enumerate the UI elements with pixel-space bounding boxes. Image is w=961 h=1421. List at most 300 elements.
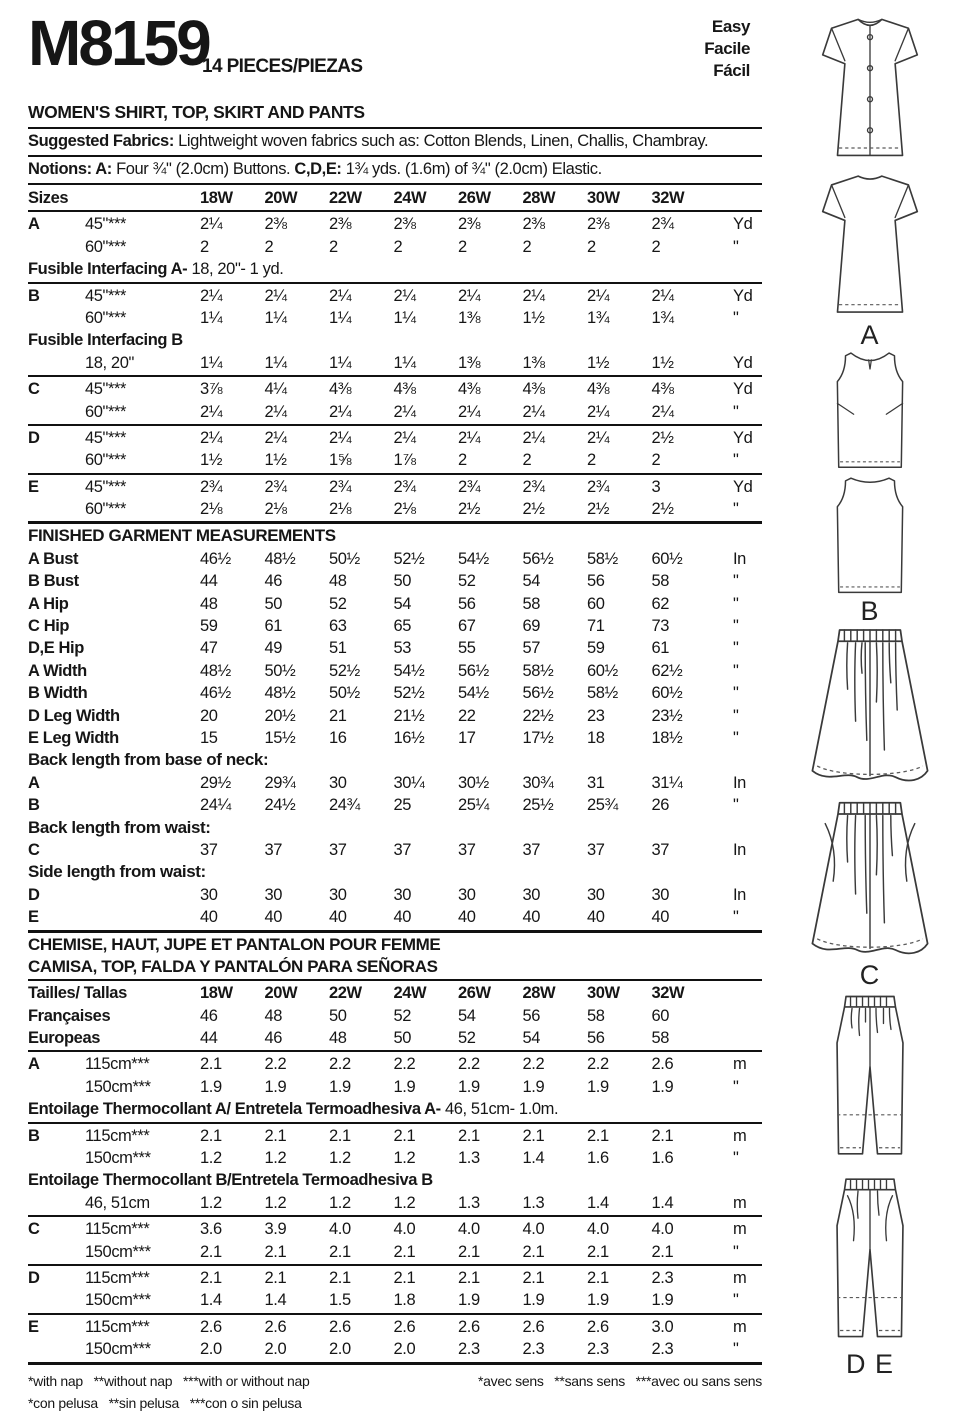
yardage-value: 2¾ [329, 477, 352, 496]
yardage-value: 2.1 [651, 1126, 674, 1145]
yardage-value: 1.9 [329, 1077, 351, 1096]
unit-cell: " [733, 308, 739, 327]
masthead [28, 0, 762, 100]
note-segment: Entoilage Thermocollant B/Entretela Termoadhesiva B [28, 1171, 433, 1190]
size-column-header: 28W [522, 189, 556, 207]
yardage-value: 1.2 [264, 1149, 287, 1168]
yardage-value: 1¾ [587, 308, 610, 327]
yardage-value: 2.2 [587, 1055, 609, 1074]
yardage-value: 2⅜ [329, 215, 352, 234]
measurement-value: 30 [329, 773, 347, 792]
yardage-value: 2¼ [651, 402, 674, 421]
fabric-width-label: 45"*** [85, 477, 127, 496]
pattern-number: M8159 [28, 7, 209, 79]
yardage-value: 2¼ [200, 215, 223, 234]
measurement-value: 59 [587, 639, 605, 658]
measurement-value: 40 [200, 908, 218, 927]
measurement-value: 46 [264, 1029, 283, 1048]
measurement-value: 58 [651, 1029, 670, 1048]
yardage-value: 2 [587, 237, 596, 256]
view-letter: E [28, 477, 39, 496]
measurement-value: 37 [329, 840, 347, 859]
measurement-value: 58 [651, 572, 670, 591]
measurement-value: 60½ [587, 661, 618, 680]
unit-cell: m [733, 1193, 747, 1212]
measurement-value: 17½ [522, 728, 554, 747]
measurement-value: 25¾ [587, 796, 618, 815]
measurement-value: 65 [393, 617, 412, 636]
unit-cell: " [733, 706, 739, 725]
measurement-label: C [28, 840, 40, 859]
unit-cell: Yd [733, 477, 753, 496]
yardage-value: 1.9 [200, 1077, 222, 1096]
view-letter [28, 449, 85, 471]
yardage-value: 2.1 [393, 1242, 416, 1261]
yardage-value: 1½ [651, 353, 674, 372]
view-letter [28, 1241, 85, 1263]
yardage-value: 2.1 [393, 1126, 416, 1145]
yardage-value: 1.2 [393, 1193, 416, 1212]
section-heading: FINISHED GARMENT MEASUREMENTS [28, 526, 336, 546]
unit-cell: " [733, 1242, 739, 1261]
measurement-value: 40 [458, 908, 476, 927]
table-row [28, 839, 762, 861]
yardage-value: 2¼ [651, 286, 674, 305]
yardage-value: 1½ [200, 451, 223, 470]
yardage-value: 2 [458, 451, 467, 470]
unit-cell: " [733, 796, 739, 815]
measurement-value: 62½ [651, 661, 683, 680]
yardage-value: 2.1 [200, 1055, 222, 1074]
measurement-value: 60 [587, 594, 605, 613]
table-row [28, 794, 762, 816]
unit-cell: " [733, 500, 739, 519]
divider [28, 282, 762, 284]
yardage-value: 2¾ [393, 477, 416, 496]
view-c-illustration [784, 622, 956, 991]
table-row [28, 476, 762, 498]
footnotes [28, 1370, 762, 1414]
measurement-value: 20½ [264, 706, 296, 725]
yardage-value: 2.3 [651, 1340, 674, 1359]
yardage-value: 2.1 [393, 1268, 416, 1287]
table-row [28, 525, 762, 547]
yardage-value: 4⅜ [651, 380, 674, 399]
unit-cell: In [733, 549, 746, 568]
unit-cell: " [733, 728, 739, 747]
yardage-value: 2⅜ [393, 215, 416, 234]
yardage-value: 1.3 [522, 1193, 545, 1212]
measurement-value: 24¼ [200, 796, 231, 815]
measurement-value: 37 [264, 840, 283, 859]
measurement-value: 44 [200, 572, 218, 591]
view-b-label: B [860, 596, 880, 626]
measurement-value: 37 [522, 840, 541, 859]
measurement-value: 16½ [393, 728, 425, 747]
yardage-value: 2.0 [329, 1340, 351, 1359]
measurement-value: 52½ [393, 549, 425, 568]
size-column-header: 22W [329, 189, 362, 207]
measurement-value: 52 [458, 572, 476, 591]
unit-cell: " [733, 661, 739, 680]
section-heading: Back length from waist: [28, 817, 211, 837]
view-letter [28, 1338, 85, 1360]
yardage-value: 1¼ [393, 353, 416, 372]
yardage-value: 2¼ [393, 286, 416, 305]
measurement-value: 21 [329, 706, 347, 725]
yardage-value: 2¼ [393, 402, 416, 421]
view-letter [28, 1192, 85, 1214]
yardage-value: 1½ [522, 308, 545, 327]
measurement-value: 30 [329, 885, 347, 904]
measurement-label: A Hip [28, 594, 69, 613]
fabric-width-label: 150cm*** [85, 1149, 151, 1168]
yardage-value: 1½ [587, 353, 610, 372]
measurement-value: 40 [393, 908, 412, 927]
measurement-value: 57 [522, 639, 541, 658]
yardage-table [28, 187, 762, 1365]
measurement-value: 56 [522, 1006, 541, 1025]
table-row [28, 548, 762, 570]
yardage-value: 1.9 [458, 1291, 480, 1310]
yardage-value: 2.3 [458, 1340, 480, 1359]
table-row [28, 749, 762, 771]
measurement-value: 46½ [200, 684, 231, 703]
table-row [28, 329, 762, 351]
yardage-value: 1.2 [329, 1149, 351, 1168]
measurement-value: 30 [587, 885, 605, 904]
view-letter: C [28, 1220, 40, 1239]
measurement-label: C Hip [28, 617, 70, 636]
measurement-value: 47 [200, 639, 218, 658]
divider [28, 1362, 762, 1365]
divider [28, 1122, 762, 1124]
yardage-value: 1.6 [651, 1149, 674, 1168]
note-segment: Fusible Interfacing A- [28, 260, 192, 279]
yardage-value: 2.6 [458, 1317, 480, 1336]
yardage-value: 2 [458, 237, 467, 256]
yardage-value: 1⅜ [458, 308, 481, 327]
unit-cell: In [733, 885, 746, 904]
yardage-value: 1⅞ [393, 451, 416, 470]
divider [28, 210, 762, 212]
pants-de-drawing [795, 992, 945, 1347]
table-row [28, 1076, 762, 1098]
measurement-value: 61 [651, 639, 670, 658]
table-row [28, 884, 762, 906]
measurement-value: 54 [522, 1029, 541, 1048]
measurement-label: B Bust [28, 572, 79, 591]
measurement-value: 53 [393, 639, 412, 658]
table-row [28, 1125, 762, 1147]
yardage-value: 2.6 [651, 1055, 674, 1074]
yardage-value: 2¼ [522, 402, 545, 421]
measurement-value: 30 [200, 885, 218, 904]
table-row [28, 982, 762, 1004]
view-letter [28, 1289, 85, 1311]
measurement-value: 37 [587, 840, 605, 859]
yardage-value: 2.1 [200, 1126, 222, 1145]
yardage-value: 2 [522, 237, 532, 256]
unit-cell: " [733, 684, 739, 703]
measurement-label: Europeas [28, 1029, 100, 1048]
fabric-width-label: 60"*** [85, 237, 127, 256]
measurement-value: 52½ [393, 684, 425, 703]
view-letter [28, 1147, 85, 1169]
measurement-value: 31 [587, 773, 605, 792]
table-row [28, 427, 762, 449]
measurement-value: 15½ [264, 728, 296, 747]
measurement-value: 24¾ [329, 796, 360, 815]
measurement-value: 37 [651, 840, 670, 859]
yardage-value: 2.1 [587, 1242, 609, 1261]
divider [28, 473, 762, 475]
measurement-value: 37 [458, 840, 476, 859]
measurement-value: 18½ [651, 728, 683, 747]
yardage-value: 2.1 [651, 1242, 674, 1261]
fabric-width-label: 115cm*** [85, 1055, 150, 1074]
divider [28, 1313, 762, 1315]
section-heading: CAMISA, TOP, FALDA Y PANTALÓN PARA SEÑORAS [28, 956, 438, 976]
fabric-width-label: 18, 20" [85, 353, 134, 372]
table-row [28, 660, 762, 682]
view-letter: A [28, 215, 40, 234]
yardage-value: 4⅜ [458, 380, 481, 399]
yardage-value: 2.1 [587, 1126, 609, 1145]
measurement-value: 48½ [200, 661, 231, 680]
measurement-value: 23½ [651, 706, 683, 725]
yardage-value: 2.6 [200, 1317, 222, 1336]
fabric-width-label: 150cm*** [85, 1077, 151, 1096]
yardage-value: 1¼ [264, 353, 287, 372]
view-letter [28, 352, 85, 374]
unit-cell: " [733, 402, 739, 421]
measurement-value: 56½ [522, 684, 554, 703]
table-row [28, 727, 762, 749]
yardage-value: 2¼ [587, 286, 610, 305]
yardage-value: 2⅛ [264, 500, 287, 519]
view-de-label: D E [845, 1349, 894, 1379]
yardage-value: 2⅛ [200, 500, 223, 519]
measurement-label: A [28, 773, 40, 792]
table-row [28, 187, 762, 209]
divider [28, 930, 762, 933]
yardage-value: 2 [264, 237, 274, 256]
yardage-value: 1.9 [651, 1077, 674, 1096]
fabric-width-label: 60"*** [85, 500, 127, 519]
yardage-value: 2.1 [264, 1268, 287, 1287]
unit-cell: " [733, 594, 739, 613]
yardage-value: 2.6 [329, 1317, 351, 1336]
yardage-value: 2¼ [329, 428, 352, 447]
measurement-value: 22½ [522, 706, 554, 725]
difficulty-es: Fácil [713, 61, 750, 80]
yardage-value: 2¼ [200, 402, 223, 421]
yardage-value: 2⅜ [458, 215, 481, 234]
measurement-label: Françaises [28, 1006, 111, 1025]
note-segment: 46, 51cm- 1.0m. [444, 1100, 559, 1119]
view-b-illustration [784, 346, 956, 627]
measurement-value: 71 [587, 617, 605, 636]
fabric-width-label: 45"*** [85, 286, 127, 305]
yardage-value: 2.3 [587, 1340, 609, 1359]
yardage-value: 2½ [522, 500, 545, 519]
table-row [28, 1289, 762, 1311]
yardage-value: 2¼ [329, 286, 352, 305]
measurement-value: 60 [651, 1006, 670, 1025]
yardage-value: 2.1 [264, 1242, 287, 1261]
yardage-value: 2.1 [200, 1268, 222, 1287]
yardage-value: 2¾ [587, 477, 610, 496]
unit-cell: " [733, 1149, 739, 1168]
table-row [28, 1169, 762, 1191]
measurement-value: 29½ [200, 773, 231, 792]
table-row [28, 401, 762, 423]
fabric-width-label: 60"*** [85, 451, 127, 470]
measurement-value: 50½ [329, 684, 360, 703]
measurement-value: 16 [329, 728, 347, 747]
notions-label: Notions: A: [28, 160, 112, 178]
view-letter: B [28, 1126, 40, 1145]
divider [28, 979, 762, 981]
yardage-value: 1.9 [651, 1291, 674, 1310]
yardage-value: 2.2 [522, 1055, 545, 1074]
yardage-value: 1½ [264, 451, 287, 470]
yardage-value: 2¼ [522, 428, 545, 447]
yardage-value: 2 [329, 237, 338, 256]
yardage-value: 2¼ [200, 428, 223, 447]
table-row [28, 772, 762, 794]
yardage-value: 2¾ [522, 477, 545, 496]
table-row [28, 449, 762, 471]
view-letter [28, 498, 85, 520]
table-row [28, 1338, 762, 1360]
unit-cell: Yd [733, 353, 753, 372]
yardage-value: 2¼ [522, 286, 545, 305]
measurement-value: 58 [587, 1006, 605, 1025]
divider [28, 1050, 762, 1052]
unit-cell: m [733, 1126, 747, 1145]
table-row [28, 593, 762, 615]
measurement-value: 48 [200, 594, 218, 613]
view-letter [28, 307, 85, 329]
measurement-value: 58 [522, 594, 541, 613]
table-row [28, 1053, 762, 1075]
note-segment: 18, 20"- 1 yd. [191, 260, 284, 279]
table-row [28, 378, 762, 400]
measurement-value: 46 [264, 572, 283, 591]
size-column-header: 24W [393, 984, 427, 1003]
measurement-label: A Width [28, 661, 87, 680]
yardage-value: 1¼ [200, 353, 223, 372]
measurement-value: 56½ [522, 549, 554, 568]
measurement-value: 46½ [200, 549, 231, 568]
unit-cell: m [733, 1055, 747, 1074]
measurement-value: 52 [393, 1006, 412, 1025]
yardage-value: 4⅜ [522, 380, 545, 399]
unit-cell: In [733, 840, 746, 859]
skirt-c-drawing [790, 622, 950, 958]
measurement-value: 30½ [458, 773, 489, 792]
divider [28, 424, 762, 426]
yardage-value: 2⅜ [264, 215, 287, 234]
suggested-fabrics-line [28, 129, 762, 157]
yardage-value: 4⅜ [587, 380, 610, 399]
measurement-value: 56 [458, 594, 476, 613]
yardage-value: 2.1 [458, 1126, 480, 1145]
note-segment: Entoilage Thermocollant A/ Entretela Termoadhesiva A- [28, 1100, 445, 1119]
view-c-label: C [859, 960, 881, 990]
measurement-value: 20 [200, 706, 218, 725]
yardage-value: 2¾ [200, 477, 223, 496]
table-row [28, 1027, 762, 1049]
fabric-width-label: 60"*** [85, 402, 127, 421]
measurement-value: 23 [587, 706, 605, 725]
measurement-value: 44 [200, 1029, 218, 1048]
measurement-value: 15 [200, 728, 218, 747]
fabric-width-label: 60"*** [85, 308, 127, 327]
view-letter: E [28, 1317, 39, 1336]
footnote-en: *with nap **without nap ***with or without nap [28, 1372, 310, 1389]
view-a-label: A [860, 320, 880, 350]
yardage-value: 1.9 [264, 1077, 287, 1096]
measurement-value: 30 [458, 885, 476, 904]
measurement-value: 52 [329, 594, 347, 613]
unit-cell [716, 982, 762, 1004]
yardage-value: 1.5 [329, 1291, 351, 1310]
fabric-width-label: 46, 51cm [85, 1193, 150, 1212]
yardage-value: 2¼ [458, 402, 481, 421]
unit-cell: " [733, 237, 739, 256]
measurement-label: B Width [28, 684, 88, 703]
measurement-label: D,E Hip [28, 639, 84, 658]
pattern-info-panel [28, 0, 762, 1414]
size-row-label: Sizes [28, 189, 69, 207]
yardage-value: 2 [200, 237, 209, 256]
table-row [28, 1098, 762, 1120]
view-letter: A [28, 1055, 40, 1074]
yardage-value: 2 [651, 237, 661, 256]
yardage-value: 4⅜ [329, 380, 352, 399]
yardage-value: 1.9 [587, 1077, 609, 1096]
yardage-value: 1.6 [587, 1149, 609, 1168]
size-column-header: 24W [393, 189, 427, 207]
divider [28, 375, 762, 377]
measurement-value: 61 [264, 617, 283, 636]
yardage-value: 2⅛ [393, 500, 416, 519]
yardage-value: 2.6 [522, 1317, 545, 1336]
yardage-value: 2.6 [264, 1317, 287, 1336]
yardage-value: 2¾ [264, 477, 287, 496]
yardage-value: 2.1 [200, 1242, 222, 1261]
notions-line [28, 157, 762, 185]
yardage-value: 1.2 [329, 1193, 351, 1212]
yardage-value: 4⅜ [393, 380, 416, 399]
unit-cell [716, 1027, 762, 1049]
yardage-value: 2¼ [264, 428, 287, 447]
unit-cell: " [733, 617, 739, 636]
size-row-label: Tailles/ Tallas [28, 984, 127, 1003]
table-row [28, 498, 762, 520]
measurement-value: 50½ [329, 549, 360, 568]
yardage-value: 2⅛ [329, 500, 352, 519]
measurement-value: 54 [393, 594, 412, 613]
measurement-label: D [28, 885, 40, 904]
yardage-value: 1.2 [200, 1149, 222, 1168]
yardage-value: 2.0 [393, 1340, 416, 1359]
yardage-value: 2¼ [587, 428, 610, 447]
measurement-value: 54½ [458, 684, 489, 703]
